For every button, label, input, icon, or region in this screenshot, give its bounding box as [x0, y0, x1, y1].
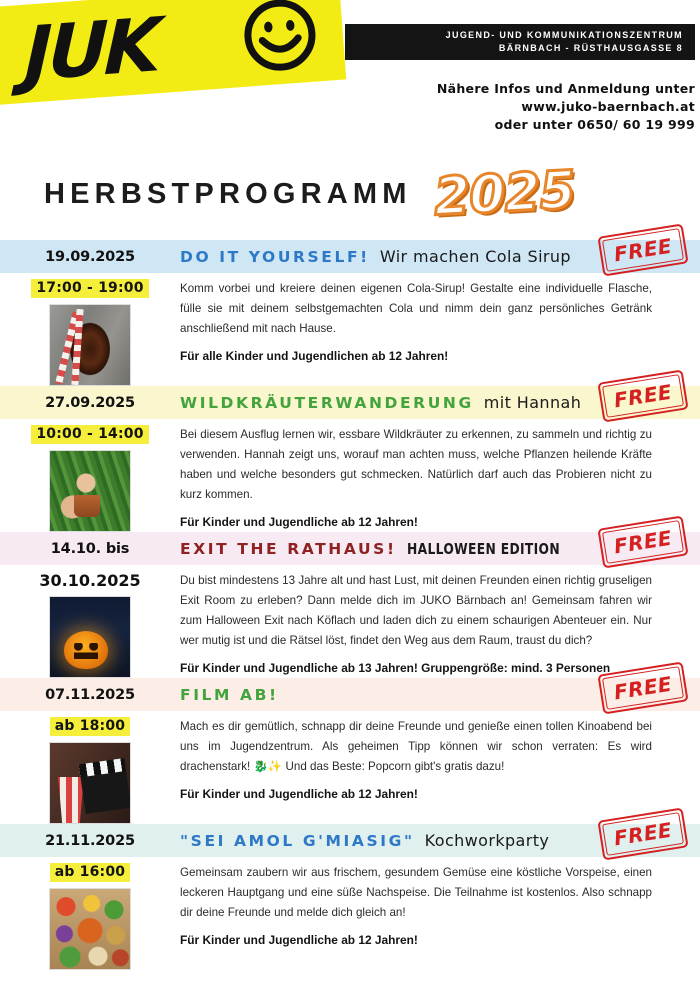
event-band — [0, 525, 700, 565]
event-meta-column — [0, 279, 180, 386]
event-list — [0, 233, 700, 970]
event-description: Gemeinsam zaubern wir aus frischem, gesundem Gemüse eine köstliche Vorspeise, einen leckeren Hauptgang und eine süße Nachspeise. Die Teilnahme ist kostenlos. Also schnapp dir deine Freunde und melde dich gleich an! — [180, 866, 652, 919]
event-end-date: 30.10.2025 — [39, 571, 141, 590]
event-thumbnail — [49, 596, 131, 678]
page-title — [0, 148, 700, 240]
event-age-note: Für Kinder und Jugendliche ab 12 Jahren! — [180, 787, 418, 801]
event-body — [0, 857, 700, 970]
event-item — [0, 525, 700, 678]
event-description: Komm vorbei und kreiere deinen eigenen Cola-Sirup! Gestalte eine individuelle Flasche, fülle sie mit deinem selbstgemachten Cola und nimm dein ganz persönliches Getränk anschließend mit nach Hause. — [180, 282, 652, 335]
event-body — [0, 711, 700, 824]
contact-line-1: Nähere Infos und Anmeldung unter — [436, 81, 695, 96]
event-date: 21.11.2025 — [45, 832, 135, 849]
address-line-1: JUGEND- UND KOMMUNIKATIONSZENTRUM — [445, 30, 683, 40]
event-thumbnail — [49, 304, 131, 386]
event-title-sub: Wir machen Cola Sirup — [379, 247, 571, 266]
event-item — [0, 233, 700, 386]
event-title-main: FILM AB! — [180, 685, 279, 704]
event-band — [0, 233, 700, 273]
free-stamp-label: FREE — [612, 817, 674, 851]
page-title-year: 2025 — [432, 160, 576, 228]
event-time: ab 16:00 — [50, 863, 131, 882]
event-thumbnail — [49, 888, 131, 970]
event-thumbnail — [49, 450, 131, 532]
event-thumbnail — [49, 742, 131, 824]
event-age-note: Für Kinder und Jugendliche ab 13 Jahren! Gruppengröße: mind. 3 Personen — [180, 661, 611, 675]
event-date: 19.09.2025 — [45, 248, 135, 265]
event-text-column — [180, 425, 700, 532]
event-item — [0, 379, 700, 532]
contact-website[interactable]: www.juko-baernbach.at — [521, 99, 695, 114]
event-age-note: Für alle Kinder und Jugendlichen ab 12 Jahren! — [180, 349, 449, 363]
event-text-column — [180, 571, 700, 678]
event-band — [0, 817, 700, 857]
event-title-main: "SEI AMOL G'MIASIG" — [180, 832, 415, 850]
juko-logo-banner — [0, 0, 346, 106]
event-date: 27.09.2025 — [45, 394, 135, 411]
event-title-sub: Kochworkparty — [424, 831, 550, 850]
event-title-sub: mit Hannah — [483, 393, 582, 412]
event-band — [0, 671, 700, 711]
event-meta-column — [0, 717, 180, 824]
poster-header — [0, 0, 700, 148]
event-item — [0, 817, 700, 970]
event-text-column — [180, 717, 700, 824]
event-meta-column — [0, 863, 180, 970]
event-age-note: Für Kinder und Jugendliche ab 12 Jahren! — [180, 515, 418, 529]
contact-block — [330, 80, 695, 134]
event-text-column — [180, 279, 700, 386]
event-description: Du bist mindestens 13 Jahre alt und hast Lust, mit deinen Freunden einen richtig gruseligen Exit Room zu erleben? Dann melde dich im JUKO Bärnbach an! Gemeinsam fahren wir zum Halloween Exit nach Köflach und laden dich zu einem schaurigen Abenteuer ein. Nur wer mutig ist und die Rätsel löst, findet den Weg aus dem Raum, traust du dich? — [180, 574, 652, 647]
page-title-text: HERBSTPROGRAMM — [44, 177, 412, 210]
event-meta-column — [0, 425, 180, 532]
event-body — [0, 419, 700, 532]
event-item — [0, 671, 700, 824]
event-title-sub: HALLOWEEN EDITION — [406, 539, 560, 558]
juko-logo-word: JUK — [23, 1, 159, 99]
event-meta-column — [0, 571, 180, 678]
address-box — [345, 24, 695, 60]
free-stamp-label: FREE — [612, 525, 674, 559]
event-body — [0, 273, 700, 386]
event-title-main: EXIT THE RATHAUS! — [180, 539, 397, 558]
event-title-main: WILDKRÄUTERWANDERUNG — [180, 394, 474, 412]
event-time: 17:00 - 19:00 — [31, 279, 148, 298]
event-date: 07.11.2025 — [45, 686, 135, 703]
address-line-2: BÄRNBACH - RÜSTHAUSGASSE 8 — [498, 43, 683, 53]
event-body — [0, 565, 700, 678]
event-age-note: Für Kinder und Jugendliche ab 12 Jahren! — [180, 933, 418, 947]
event-description: Mach es dir gemütlich, schnapp dir deine Freunde und genieße einen tollen Kinoabend bei uns im Jugendzentrum. Als geheimen Tipp können wir schon verraten: Es wird drachenstark! 🐉✨ Und das Beste: Popcorn gibt's gratis dazu! — [180, 720, 652, 773]
event-time: 10:00 - 14:00 — [31, 425, 148, 444]
free-stamp-label: FREE — [612, 379, 674, 413]
event-time: ab 18:00 — [50, 717, 131, 736]
event-title-main: DO IT YOURSELF! — [180, 248, 370, 266]
event-text-column — [180, 863, 700, 970]
free-stamp-label: FREE — [612, 671, 674, 705]
free-stamp-label: FREE — [612, 233, 674, 267]
event-date: 14.10. bis — [50, 540, 130, 557]
contact-phone: oder unter 0650/ 60 19 999 — [494, 117, 695, 132]
event-description: Bei diesem Ausflug lernen wir, essbare Wildkräuter zu erkennen, zu sammeln und richtig zu verwenden. Hannah zeigt uns, worauf man achten muss, welche Pflanzen heilende Kräfte haben und welche besonders gut schmecken. Natürlich darf auch das Probieren nicht zu kurz kommen. — [180, 428, 652, 501]
event-band — [0, 379, 700, 419]
